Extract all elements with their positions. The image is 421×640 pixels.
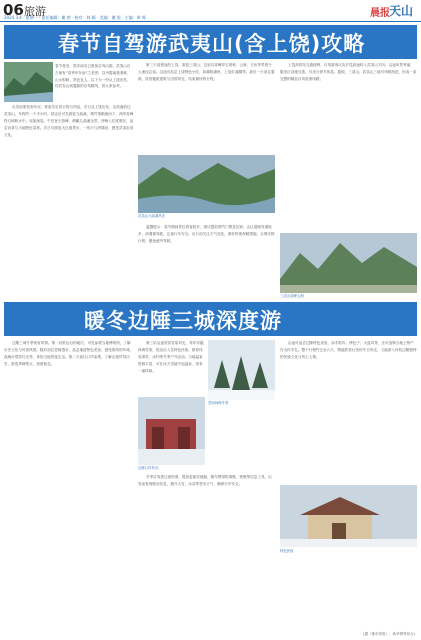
border-gate-photo xyxy=(138,397,205,465)
article2-col1 xyxy=(4,340,134,632)
article1-photo-2 xyxy=(280,233,417,293)
article1-col4-text: 上饶高铁站交通便利，自驾游客可由沪昆高速转入武夷山方向。沿途风景秀丽，服务区设施完善，可适当停车休息。婺源、三清山、武夷山三地可串联游览，形成一条完整的精品自驾旅游线路。 xyxy=(280,63,417,81)
article2-col2-text: 第三站沿途欣赏雪原风光，驾车穿越林海雪原，抵达后入住特色民宿。推荐体验滑雪、冰钓等冬季户外活动。当地温泉资源丰富，可在冰天雪地中泡温泉，别有一番风味。 xyxy=(138,341,204,373)
snow-forest-photo xyxy=(208,340,275,400)
article1-thumbnail xyxy=(4,62,53,102)
page-header xyxy=(0,0,421,22)
article1-col4 xyxy=(280,62,417,230)
article1-title: 春节自驾游武夷山(含上饶)攻略 xyxy=(58,32,366,56)
landscape-thumbnail-image xyxy=(4,62,53,102)
article1-col1-text: 出发前需检查车况，准备充足的衣物与药品。首日从上饶出发，沿高速前往武夷山，车程约一个半小时。抵达后可先游览九曲溪，乘竹筏顺流而下，两岸奇峰怪石倒映水中，宛如画卷。午后登天游峰，俯瞰九曲溪全景，傍晚入住度假区，品尝岩茶与当地特色菜肴。次日可游览大红袍景区、一线天与虎啸岩，感受武夷岩茶文化。 xyxy=(4,105,134,137)
article1-photo-1 xyxy=(138,155,275,213)
article2-col3-text: 冬季自驾需注意防滑，提前更换雪地胎，随车携带防滑链、铁锹等应急工具。出发前查询路况信息，避开大雪、冰冻等恶劣天气，确保行车安全。 xyxy=(138,475,272,486)
article2-photo-1 xyxy=(138,397,205,465)
issue-meta: 2024.3.4 · 星期一 · 责任编辑：谢 婷 · 校对：林 颖 · 美编：谢 锐 · 主编：黄 辉 xyxy=(4,15,146,20)
article2-banner xyxy=(4,302,417,336)
source-credit: (据《都市快报》、新华网等综合) xyxy=(363,632,415,636)
article2-photo-2 xyxy=(208,340,275,400)
masthead: 天山 xyxy=(388,4,413,18)
section-label: 旅游 xyxy=(24,5,46,18)
article2-caption-2: 雪原林海冬景 xyxy=(208,401,229,405)
mountain-photo xyxy=(280,233,417,293)
article2-col1-text: 边陲三城冬季别有风情。第一站抵达目的地后，可先参观当地博物馆，了解历史文化与民俗风情。随后前往老街漫步，品尝地道特色美食，感受浓浓的年味。夜晚可观赏灯光秀，体验当地的夜生活。第二天前往口岸参观，了解边境贸易历史，游览界碑景点，拍照留念。 xyxy=(4,341,134,366)
article1-col2 xyxy=(138,62,275,152)
article2-title: 暖冬边陲三城深度游 xyxy=(84,309,282,333)
article2-caption-1: 边陲口岸风光 xyxy=(138,466,159,470)
article1-intro: 春节将至，很多朋友已准备自驾出游。武夷山自古就有“奇秀甲东南”之美誉，以丹霞地貌著称，山水相映，景色宜人。以下为一份从上饶出发、经武夷山到婺源的自驾路线，供大家参考。 xyxy=(55,64,131,89)
article2-col3 xyxy=(138,474,275,632)
article2-caption-3: 特色民宿 xyxy=(280,549,294,553)
article2-col4 xyxy=(280,340,417,482)
page-number: 06 xyxy=(3,1,24,19)
article2-photo-3 xyxy=(280,485,417,547)
article1-col3-text: 温馨提示：春节期间景区游客较多，建议提前预约门票及住宿；山区道路弯道较多，请谨慎驾驶，注意行车安全。出行前关注天气变化，做好防寒保暖措施，合理安排行程，避免疲劳驾驶。 xyxy=(138,225,275,243)
article1-banner xyxy=(4,25,417,59)
guesthouse-photo xyxy=(280,485,417,547)
article1-caption-1: 武夷山九曲溪风光 xyxy=(138,214,166,218)
article2-col2 xyxy=(138,340,205,394)
river-photo xyxy=(138,155,275,213)
article1-caption-2: 三清山奇峰云海 xyxy=(280,294,304,298)
article1-col3 xyxy=(138,224,275,294)
masthead-red: 晨报 xyxy=(370,8,390,19)
article1-col1 xyxy=(4,104,134,294)
article1-col2-text: 第三天返程途经上饶，游览三清山，这里以奇峰异石著称，云海、日出等景观令人流连忘返。沿途可品尝上饶特色小吃，如鄱阳湖鱼、上饶灯盏粿等。最后一天前往婺源，欣赏徽派建筑与田园风光，结束愉快的行程。 xyxy=(138,63,275,81)
article2-col4-text: 沿途可品尝边陲特色美食，如手抓肉、烤包子、大盘鸡等，还可选购当地土特产作为伴手礼。整个行程约五至六天，既能欣赏壮美的冬日风光，又能深入体验边陲独特的民族文化与风土人情。 xyxy=(280,341,417,359)
